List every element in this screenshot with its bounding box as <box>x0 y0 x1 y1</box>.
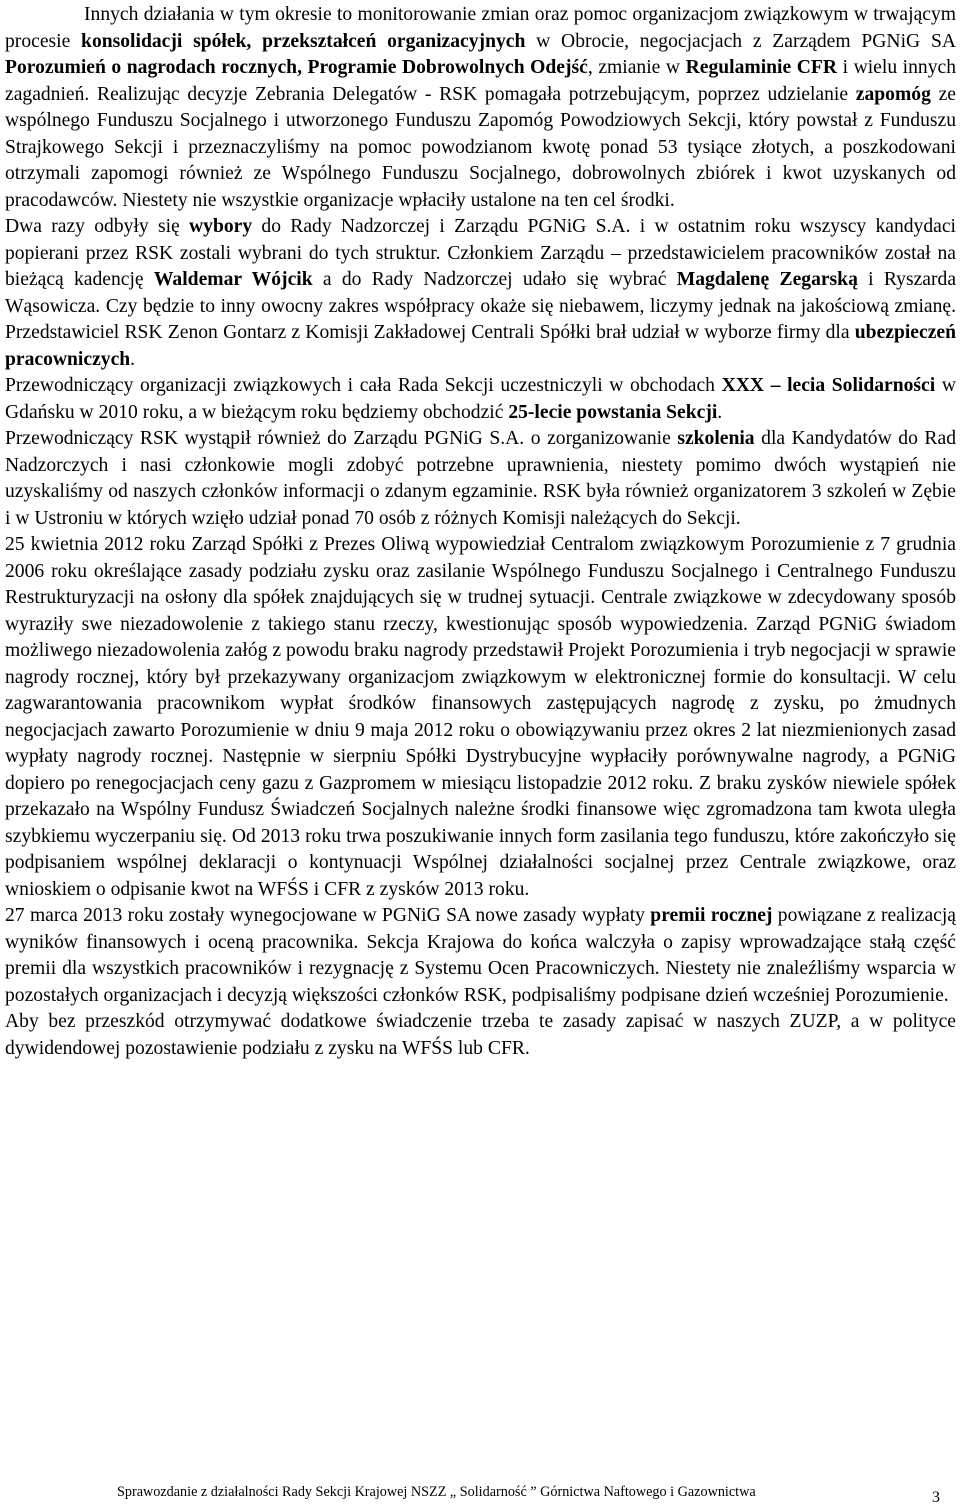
bold-text: zapomóg <box>855 83 931 105</box>
bold-text: Regulaminie CFR <box>685 57 838 78</box>
text-run: w Gdańsku w 2010 roku, a w bieżącym roku będziemy obchodzić <box>5 375 956 423</box>
paragraph <box>5 903 956 1009</box>
bold-text: konsolidacji spółek, przekształceń organizacyjnych <box>81 30 526 52</box>
paragraph <box>5 214 956 373</box>
text-run: 27 marca 2013 roku zostały wynegocjowane w PGNiG SA nowe zasady wypłaty <box>5 905 651 926</box>
text-run: powiązane z realizacją wyników finansowych i oceną pracownika. Sekcja Krajowa do końca walczyła o zapisy wprowadzające stałą część premii dla wszystkich pracowników i rezygnację z Systemu Ocen Pracowniczych. Niestety nie znaleźliśmy wsparcia w pozostałych organizacjach i decyzją większości członków RSK, podpisaliśmy podpisane dzień wcześniej Porozumienie. <box>5 905 956 1006</box>
bold-text: Waldemar Wójcik <box>153 269 313 290</box>
paragraph <box>5 373 956 426</box>
text-run: i Ryszarda Wąsowicza. Czy będzie to inny owocny zakres współpracy okaże się niebawem, liczymy jednak na jakościową zmianę. Przedstawiciel RSK Zenon Gontarz z Komisji Zakładowej Centrali Spółki brał udział w wyborze firmy dla <box>5 269 957 343</box>
bold-text: Magdalenę Zegarską <box>676 269 858 290</box>
text-run: dla Kandydatów do Rad Nadzorczych i nasi członkowie mogli zdobyć potrzebne uprawnienia, niestety pomimo dwóch wystąpień nie uzyskaliśmy od naszych członków informacji o zdanym egzaminie. RSK była również organizatorem 3 szkoleń w Zębie i w Ustroniu w których wzięło udział ponad 70 osób z różnych Komisji należących do Sekcji. <box>5 428 956 529</box>
text-run: 25 kwietnia 2012 roku Zarząd Spółki z Prezes Oliwą wypowiedział Centralom związkowym Porozumienie z 7 grudnia 2006 roku określające zasady podziału zysku oraz zasilanie Wspólnego Funduszu Socjalnego i Centralnego Funduszu Restrukturyzacji na osłony dla spółek znajdujących się w trudnej sytuacji. Centrale związkowe w zdecydowany sposób wyraziły swe niezadowolenie z takiego stanu rzeczy, kwestionując sposób wypowiedzenia. Zarząd PGNiG świadom możliwego niezadowolenia załóg z powodu braku nagrody przedstawił Projekt Porozumienia i tryb negocjacji w sprawie nagrody rocznej, który był przekazywany organizacjom związkowym w elektronicznej formie do konsultacji. W celu zagwarantowania pracownikom wypłat środków finansowych zastępujących nagrodę z zysku, po żmudnych negocjacjach zawarto Porozumienie w dniu 9 maja 2012 roku o obowiązywaniu przez okres 2 lat niezmienionych zasad wypłaty nagrody rocznej. Następnie w sierpniu Spółki Dystrybucyjne wypłaciły porównywalne nagrody, a PGNiG dopiero po renegocjacjach ceny gazu z Gazpromem w miesiącu listopadzie 2012 roku. Z braku zysków niewiele spółek przekazało na Wspólny Fundusz Świadczeń Socjalnych należne środki finansowe więc zgromadzona tam kwota uległa szybkiemu wyczerpaniu się. Od 2013 roku trwa poszukiwanie innych form zasilania tego funduszu, które zakończyło się podpisaniem wspólnej deklaracji o kontynuacji Wspólnej działalności socjalnej przez Centrale związkowe, oraz wnioskiem o odpisanie kwot na WFŚS i CFR z zysków 2013 roku. <box>5 534 956 900</box>
text-run: Przewodniczący organizacji związkowych i cała Rada Sekcji uczestniczyli w obchodach <box>5 375 722 396</box>
footer-title: Sprawozdanie z działalności Rady Sekcji Krajowej NSZZ „ Solidarność ” Górnictwa Naftowego i Gazownictwa <box>117 1484 756 1500</box>
page-footer <box>117 1480 955 1507</box>
text-run: do Rady Nadzorczej i Zarządu PGNiG S.A. i w ostatnim roku wszyscy kandydaci popierani przez RSK zostali wybrani do tych struktur. Członkiem Zarządu – przedstawicielem pracowników został na bieżącą kadencję <box>5 216 956 290</box>
bold-text: wybory <box>189 216 253 237</box>
text-run: . <box>130 348 136 370</box>
bold-text: szkolenia <box>677 428 755 449</box>
text-run: , zmianie w <box>587 57 686 78</box>
text-run: Przewodniczący RSK wystąpił również do Zarządu PGNiG S.A. o zorganizowanie <box>5 428 678 449</box>
bold-text: ubezpieczeń pracowniczych <box>5 322 956 370</box>
bold-text: XXX – lecia Solidarności <box>721 375 936 396</box>
text-run: i wielu innych zagadnień. Realizując decyzje Zebrania Delegatów - RSK pomagała potrzebującym, poprzez udzielanie <box>5 57 957 105</box>
paragraph <box>5 532 956 903</box>
page-number: 3 <box>932 1489 940 1506</box>
text-run: Innych działania w tym okresie to monitorowanie zmian oraz pomoc organizacjom związkowym w trwającym procesie <box>5 4 956 52</box>
bold-text: 25-lecie powstania Sekcji <box>508 401 718 423</box>
text-run: w Obrocie, negocjacjach z Zarządem PGNiG SA <box>525 30 956 52</box>
bold-text: Porozumień o nagrodach rocznych, Programie Dobrowolnych Odejść <box>5 57 588 78</box>
bold-text: premii rocznej <box>650 905 773 926</box>
text-run: Aby bez przeszkód otrzymywać dodatkowe świadczenie trzeba te zasady zapisać w naszych ZUZP, a w polityce dywidendowej pozostawienie podziału z zysku na WFŚS lub CFR. <box>5 1011 956 1059</box>
paragraph <box>5 2 956 214</box>
paragraph <box>5 426 956 532</box>
paragraph <box>5 1009 956 1062</box>
text-run: ze wspólnego Funduszu Socjalnego i utworzonego Funduszu Zapomóg Powodziowych Sekcji, który powstał z Funduszu Strajkowego Sekcji i przeznaczyliśmy na pomoc powodzianom kwotę ponad 53 tysiące złotych, a poszkodowani otrzymali zapomogi również ze Wspólnego Funduszu Socjalnego, dobrowolnych zbiórek i kwot uzyskanych od pracodawców. Niestety nie wszystkie organizacje wpłaciły ustalone na ten cel środki. <box>5 83 956 211</box>
text-run: Dwa razy odbyły się <box>5 216 189 237</box>
text-run: a do Rady Nadzorczej udało się wybrać <box>312 269 677 290</box>
text-run: . <box>717 401 723 423</box>
document-body <box>5 2 956 1062</box>
